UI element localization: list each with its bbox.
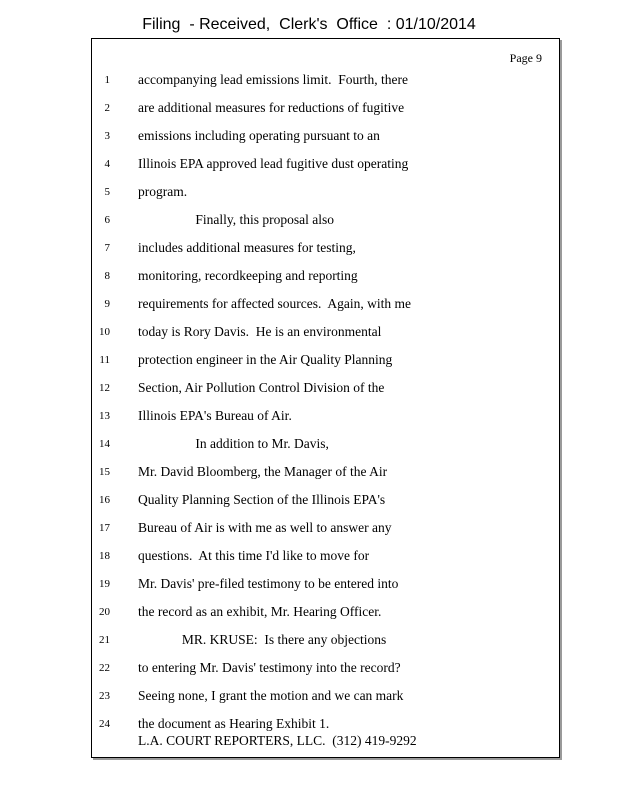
line-number: 2: [104, 102, 110, 114]
line-number: 11: [99, 354, 110, 366]
line-number: 1: [104, 74, 110, 86]
transcript-line: Mr. David Bloomberg, the Manager of the Air: [138, 464, 388, 479]
transcript-line: Section, Air Pollution Control Division of the: [138, 380, 385, 395]
transcript-line: protection engineer in the Air Quality Planning: [138, 352, 393, 367]
transcript-line: Bureau of Air is with me as well to answer any: [138, 520, 392, 535]
line-number: 23: [99, 690, 110, 702]
transcript-line: Quality Planning Section of the Illinois EPA's: [138, 492, 386, 507]
transcript-line: accompanying lead emissions limit. Fourth, there: [138, 72, 408, 87]
line-number: 6: [104, 214, 110, 226]
transcript-line: Finally, this proposal also: [138, 212, 334, 227]
transcript-line: are additional measures for reductions of fugitive: [138, 100, 405, 115]
line-number: 21: [99, 634, 110, 646]
line-number: 20: [99, 606, 110, 618]
transcript-line: emissions including operating pursuant to an: [138, 128, 380, 143]
line-number: 14: [99, 438, 110, 450]
transcript-line: Illinois EPA's Bureau of Air.: [138, 408, 292, 423]
line-number: 8: [104, 270, 110, 282]
line-number: 9: [104, 298, 110, 310]
line-number: 7: [104, 242, 110, 254]
line-number: 5: [104, 186, 110, 198]
line-number: 24: [99, 718, 110, 730]
line-number: 12: [99, 382, 110, 394]
transcript-line: includes additional measures for testing,: [138, 240, 356, 255]
line-number: 10: [99, 326, 110, 338]
line-number: 15: [99, 466, 110, 478]
transcript-line: the document as Hearing Exhibit 1.: [138, 716, 330, 731]
transcript-line: monitoring, recordkeeping and reporting: [138, 268, 358, 283]
transcript-line: to entering Mr. Davis' testimony into the record?: [138, 660, 401, 675]
line-number: 18: [99, 550, 110, 562]
transcript-line: questions. At this time I'd like to move for: [138, 548, 370, 563]
transcript-line: today is Rory Davis. He is an environmental: [138, 324, 382, 339]
transcript-line: MR. KRUSE: Is there any objections: [138, 632, 387, 647]
transcript-line: program.: [138, 184, 188, 199]
line-number: 4: [104, 158, 110, 170]
line-number: 19: [99, 578, 110, 590]
transcript-line: Mr. Davis' pre-filed testimony to be entered into: [138, 576, 399, 591]
transcript-line: requirements for affected sources. Again, with me: [138, 296, 412, 311]
transcript-line: In addition to Mr. Davis,: [138, 436, 329, 451]
line-number: 3: [104, 130, 110, 142]
transcript-page: [91, 38, 560, 758]
filing-header: Filing - Received, Clerk's Office : 01/10/2014: [142, 16, 476, 33]
transcript-line: Illinois EPA approved lead fugitive dust operating: [138, 156, 409, 171]
page-number: Page 9: [509, 51, 542, 65]
transcript-line: the record as an exhibit, Mr. Hearing Officer.: [138, 604, 382, 619]
line-number: 22: [99, 662, 110, 674]
line-number: 17: [99, 522, 110, 534]
transcript-line: Seeing none, I grant the motion and we can mark: [138, 688, 404, 703]
line-number: 16: [99, 494, 110, 506]
court-reporter-footer: L.A. COURT REPORTERS, LLC. (312) 419-9292: [138, 733, 417, 748]
line-number: 13: [99, 410, 110, 422]
